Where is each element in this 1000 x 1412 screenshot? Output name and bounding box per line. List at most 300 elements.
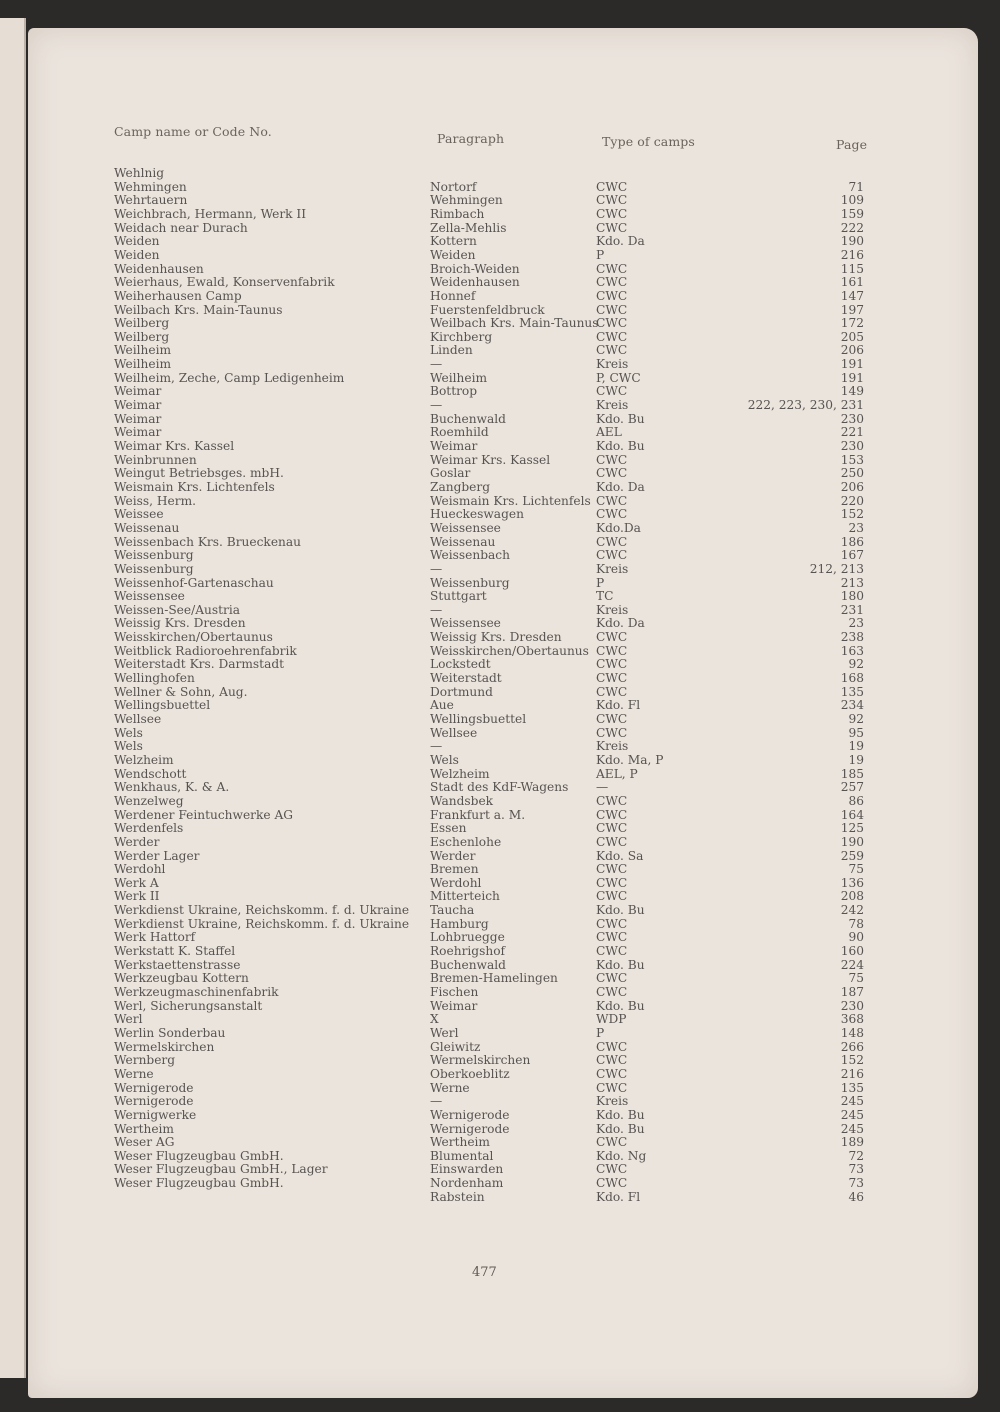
- paragraph-cell: Fuerstenfeldbruck: [430, 302, 545, 317]
- type-cell: CWC: [596, 862, 628, 877]
- paragraph-cell: Wernigerode: [430, 1121, 510, 1136]
- type-cell: —: [596, 780, 609, 795]
- page-cell: 19: [848, 739, 864, 754]
- camp-name-cell: Wernigerode: [114, 1080, 194, 1095]
- table-row: [0, 466, 1000, 480]
- type-cell: AEL, P: [596, 766, 638, 781]
- page-cell: 71: [848, 179, 864, 194]
- type-cell: Kdo. Bu: [596, 1121, 645, 1136]
- table-row: [0, 166, 1000, 180]
- type-cell: CWC: [596, 643, 628, 658]
- table-row: [0, 589, 1000, 603]
- paragraph-cell: Wermelskirchen: [430, 1053, 531, 1068]
- table-row: [0, 876, 1000, 890]
- page-cell: 189: [840, 1135, 864, 1150]
- page-cell: 161: [840, 275, 864, 290]
- paragraph-cell: Wellingsbuettel: [430, 712, 527, 726]
- type-cell: Kreis: [596, 357, 629, 372]
- page-cell: 46: [848, 1189, 864, 1204]
- camp-name-cell: Weilbach Krs. Main-Taunus: [114, 302, 283, 317]
- paragraph-cell: Roemhild: [430, 425, 489, 440]
- page-cell: 224: [840, 957, 864, 972]
- camp-name-cell: Wels: [114, 725, 143, 740]
- type-cell: CWC: [596, 1176, 628, 1191]
- paragraph-cell: Zella-Mehlis: [430, 220, 507, 235]
- paragraph-cell: Roehrigshof: [430, 944, 506, 959]
- paragraph-cell: Weissensee: [430, 616, 501, 631]
- type-cell: AEL: [596, 425, 622, 440]
- table-row: [0, 903, 1000, 917]
- page-cell: 221: [840, 425, 864, 440]
- paragraph-cell: Honnef: [430, 288, 476, 303]
- camp-name-cell: Werk II: [114, 889, 160, 904]
- page-cell: 136: [840, 875, 864, 890]
- table-row: [0, 794, 1000, 808]
- paragraph-cell: Mitterteich: [430, 889, 500, 904]
- table-row: [0, 889, 1000, 903]
- table-row: [0, 412, 1000, 426]
- camp-name-cell: Weilheim, Zeche, Camp Ledigenheim: [114, 370, 345, 385]
- table-row: [0, 398, 1000, 412]
- type-cell: CWC: [596, 985, 628, 999]
- paragraph-cell: Bremen-Hamelingen: [430, 971, 558, 986]
- camp-name-cell: Wermelskirchen: [114, 1039, 215, 1054]
- paragraph-cell: Taucha: [430, 903, 475, 918]
- page-cell: 245: [840, 1121, 864, 1136]
- table-row: [0, 849, 1000, 863]
- paragraph-cell: Blumental: [430, 1148, 494, 1163]
- camp-name-cell: Weiden: [114, 247, 160, 262]
- type-cell: Kdo. Bu: [596, 411, 645, 426]
- type-cell: CWC: [596, 630, 628, 645]
- paragraph-cell: Wandsbek: [430, 793, 494, 808]
- page-cell: 222, 223, 230, 231: [747, 398, 864, 413]
- camp-name-cell: Werk Hattorf: [114, 930, 196, 945]
- table-row: [0, 207, 1000, 221]
- type-cell: CWC: [596, 1039, 628, 1054]
- paragraph-cell: Rabstein: [430, 1189, 485, 1204]
- table-row: [0, 753, 1000, 767]
- paragraph-cell: X: [430, 1012, 439, 1027]
- table-row: [0, 248, 1000, 262]
- type-cell: Kdo. Da: [596, 616, 645, 631]
- table-row: [0, 507, 1000, 521]
- header-page: Page: [836, 137, 868, 152]
- camp-name-cell: Wels: [114, 739, 143, 754]
- type-cell: P: [596, 1025, 605, 1040]
- paragraph-cell: Dortmund: [430, 684, 493, 699]
- table-row: [0, 1040, 1000, 1054]
- page-cell: 125: [840, 821, 864, 836]
- camp-name-cell: Welzheim: [114, 752, 174, 767]
- camp-name-cell: Werl, Sicherungsanstalt: [114, 998, 263, 1013]
- camp-name-cell: Weiterstadt Krs. Darmstadt: [114, 657, 285, 672]
- paragraph-cell: —: [430, 602, 443, 617]
- table-row: [0, 1067, 1000, 1081]
- table-row: [0, 985, 1000, 999]
- table-row: [0, 384, 1000, 398]
- camp-name-cell: Werne: [114, 1066, 154, 1081]
- table-row: [0, 548, 1000, 562]
- camp-name-cell: Werdener Feintuchwerke AG: [114, 807, 293, 822]
- page-cell: 206: [840, 343, 864, 358]
- paragraph-cell: Buchenwald: [430, 411, 506, 426]
- page-cell: 230: [840, 998, 864, 1013]
- camp-name-cell: Werkdienst Ukraine, Reichskomm. f. d. Ukraine: [114, 903, 410, 918]
- type-cell: WDP: [596, 1012, 627, 1027]
- page-cell: 220: [840, 493, 864, 508]
- table-row: [0, 234, 1000, 248]
- paragraph-cell: Weissenburg: [430, 575, 510, 590]
- type-cell: CWC: [596, 302, 628, 317]
- page-cell: 135: [840, 684, 864, 699]
- paragraph-cell: Werdohl: [430, 875, 482, 890]
- type-cell: CWC: [596, 316, 628, 331]
- camp-name-cell: Wellingsbuettel: [114, 698, 211, 713]
- camp-name-cell: Wehrtauern: [114, 193, 188, 208]
- page-cell: 208: [840, 889, 864, 904]
- type-cell: CWC: [596, 193, 628, 208]
- type-cell: CWC: [596, 179, 628, 194]
- page-cell: 90: [848, 930, 864, 945]
- paragraph-cell: Stadt des KdF-Wagens: [430, 780, 569, 795]
- paragraph-cell: Wertheim: [430, 1135, 490, 1150]
- page-cell: 191: [840, 357, 864, 372]
- page-cell: 152: [840, 507, 864, 522]
- paragraph-cell: Hueckeswagen: [430, 507, 524, 522]
- page-cell: 185: [840, 766, 864, 781]
- type-cell: CWC: [596, 916, 628, 931]
- page-cell: 250: [840, 466, 864, 481]
- table-row: [0, 1135, 1000, 1149]
- table-row: [0, 521, 1000, 535]
- type-cell: CWC: [596, 452, 628, 467]
- type-cell: Kdo. Fl: [596, 1189, 641, 1204]
- paragraph-cell: Weimar: [430, 439, 478, 453]
- type-cell: Kdo. Bu: [596, 998, 645, 1013]
- camp-name-cell: Weimar: [114, 384, 162, 399]
- paragraph-cell: Aue: [430, 698, 454, 713]
- camp-name-cell: Werkzeugmaschinenfabrik: [114, 985, 279, 999]
- camp-name-cell: Weissenhof-Gartenaschau: [114, 575, 274, 590]
- type-cell: Kreis: [596, 1094, 629, 1109]
- camp-name-cell: Wertheim: [114, 1121, 174, 1136]
- page-cell: 147: [840, 288, 864, 303]
- type-cell: Kdo. Bu: [596, 439, 645, 453]
- table-row: [0, 644, 1000, 658]
- camp-name-cell: Werl: [114, 1012, 143, 1027]
- page-cell: 152: [840, 1053, 864, 1068]
- camp-name-cell: Weichbrach, Hermann, Werk II: [114, 206, 307, 221]
- camp-name-cell: Weissenburg: [114, 548, 194, 563]
- page-cell: 216: [840, 1066, 864, 1081]
- type-cell: Kdo.Da: [596, 520, 641, 535]
- page-cell: 242: [840, 903, 864, 918]
- page-cell: 259: [840, 848, 864, 863]
- table-row: [0, 357, 1000, 371]
- page-cell: 95: [848, 725, 864, 740]
- camp-name-cell: Weismain Krs. Lichtenfels: [114, 479, 275, 494]
- camp-name-cell: Weimar Krs. Kassel: [114, 439, 235, 453]
- paragraph-cell: Weidenhausen: [430, 275, 520, 290]
- paragraph-cell: Welzheim: [430, 766, 490, 781]
- page-cell: 168: [840, 671, 864, 686]
- paragraph-cell: Lockstedt: [430, 657, 491, 672]
- paragraph-cell: Buchenwald: [430, 957, 506, 972]
- table-row: [0, 958, 1000, 972]
- type-cell: CWC: [596, 275, 628, 290]
- page-cell: 115: [840, 261, 864, 276]
- camp-name-cell: Weissee: [114, 507, 164, 522]
- page-cell: 149: [840, 384, 864, 399]
- type-cell: CWC: [596, 712, 628, 726]
- paragraph-cell: Lohbruegge: [430, 930, 505, 945]
- camp-name-cell: Weierhaus, Ewald, Konservenfabrik: [114, 275, 335, 290]
- paragraph-cell: Kirchberg: [430, 329, 493, 344]
- table-row: [0, 193, 1000, 207]
- paragraph-cell: Weiterstadt: [430, 671, 502, 686]
- type-cell: CWC: [596, 1135, 628, 1150]
- page-cell: 186: [840, 534, 864, 549]
- camp-name-cell: Weilberg: [114, 329, 170, 344]
- camp-name-cell: Werkdienst Ukraine, Reichskomm. f. d. Ukraine: [114, 916, 410, 931]
- paragraph-cell: Weisskirchen/Obertaunus: [430, 643, 589, 658]
- camp-name-cell: Weilheim: [114, 357, 172, 372]
- table-row: [0, 835, 1000, 849]
- type-cell: CWC: [596, 944, 628, 959]
- table-row: [0, 1026, 1000, 1040]
- paragraph-cell: Weissenau: [430, 534, 496, 549]
- type-cell: CWC: [596, 684, 628, 699]
- paragraph-cell: Nortorf: [430, 179, 477, 194]
- table-row: [0, 1081, 1000, 1095]
- paragraph-cell: Weiden: [430, 247, 476, 262]
- camp-name-cell: Weidach near Durach: [114, 220, 248, 235]
- type-cell: CWC: [596, 889, 628, 904]
- camp-name-cell: Weser AG: [114, 1135, 175, 1150]
- table-row: [0, 1176, 1000, 1190]
- type-cell: CWC: [596, 288, 628, 303]
- table-row: [0, 262, 1000, 276]
- paragraph-cell: Goslar: [430, 466, 471, 481]
- camp-name-cell: Wernigwerke: [114, 1107, 197, 1122]
- table-row: [0, 930, 1000, 944]
- type-cell: CWC: [596, 534, 628, 549]
- type-cell: CWC: [596, 206, 628, 221]
- page-cell: 257: [840, 780, 864, 795]
- camp-name-cell: Weissenbach Krs. Brueckenau: [114, 534, 301, 549]
- table-row: [0, 821, 1000, 835]
- type-cell: CWC: [596, 657, 628, 672]
- table-row: [0, 562, 1000, 576]
- table-row: [0, 330, 1000, 344]
- table-row: [0, 1108, 1000, 1122]
- camp-name-cell: Weissen-See/Austria: [114, 602, 241, 617]
- type-cell: P: [596, 575, 605, 590]
- page-cell: 153: [840, 452, 864, 467]
- camp-name-cell: Wenkhaus, K. & A.: [114, 780, 230, 795]
- type-cell: CWC: [596, 807, 628, 822]
- page-cell: 135: [840, 1080, 864, 1095]
- paragraph-cell: Rimbach: [430, 206, 485, 221]
- type-cell: Kdo. Ng: [596, 1148, 647, 1163]
- page-cell: 222: [840, 220, 864, 235]
- page-cell: 238: [840, 630, 864, 645]
- camp-name-cell: Weissenburg: [114, 561, 194, 576]
- camp-name-cell: Weimar: [114, 398, 162, 413]
- type-cell: CWC: [596, 1162, 628, 1177]
- paragraph-cell: —: [430, 398, 443, 413]
- paragraph-cell: Fischen: [430, 985, 479, 999]
- table-row: [0, 343, 1000, 357]
- camp-name-cell: Wehmingen: [114, 179, 187, 194]
- type-cell: CWC: [596, 725, 628, 740]
- paragraph-cell: Bottrop: [430, 384, 478, 399]
- page-cell: 368: [840, 1012, 864, 1027]
- paragraph-cell: Kottern: [430, 234, 477, 249]
- page-cell: 78: [848, 916, 864, 931]
- camp-name-cell: Werk A: [114, 875, 159, 890]
- paragraph-cell: Eschenlohe: [430, 834, 502, 849]
- paragraph-cell: —: [430, 357, 443, 372]
- type-cell: CWC: [596, 507, 628, 522]
- paragraph-cell: Gleiwitz: [430, 1039, 481, 1054]
- camp-name-cell: Weser Flugzeugbau GmbH., Lager: [114, 1162, 328, 1177]
- table-row: [0, 371, 1000, 385]
- camp-name-cell: Weidenhausen: [114, 261, 204, 276]
- camp-name-cell: Wellner & Sohn, Aug.: [114, 684, 248, 699]
- paragraph-cell: Weimar Krs. Kassel: [430, 452, 551, 467]
- type-cell: CWC: [596, 875, 628, 890]
- camp-name-cell: Wehlnig: [114, 166, 165, 180]
- paragraph-cell: Werne: [430, 1080, 470, 1095]
- table-row: [0, 780, 1000, 794]
- page-cell: 109: [840, 193, 864, 208]
- type-cell: CWC: [596, 930, 628, 945]
- paragraph-cell: Wels: [430, 752, 459, 767]
- type-cell: CWC: [596, 384, 628, 399]
- table-row: [0, 685, 1000, 699]
- page-cell: 148: [840, 1025, 864, 1040]
- page-cell: 92: [848, 657, 864, 672]
- table-row: [0, 944, 1000, 958]
- page-cell: 19: [848, 752, 864, 767]
- page-cell: 159: [840, 206, 864, 221]
- table-row: [0, 657, 1000, 671]
- table-row: [0, 221, 1000, 235]
- page-cell: 180: [840, 589, 864, 604]
- type-cell: P: [596, 247, 605, 262]
- type-cell: CWC: [596, 971, 628, 986]
- camp-name-cell: Weissig Krs. Dresden: [114, 616, 246, 631]
- page-cell: 212, 213: [809, 561, 864, 576]
- table-row: [0, 862, 1000, 876]
- camp-name-cell: Werdohl: [114, 862, 166, 877]
- paragraph-cell: —: [430, 561, 443, 576]
- page-cell: 190: [840, 834, 864, 849]
- type-cell: CWC: [596, 1053, 628, 1068]
- page-cell: 92: [848, 712, 864, 726]
- type-cell: CWC: [596, 466, 628, 481]
- page-cell: 245: [840, 1107, 864, 1122]
- paragraph-cell: Weimar: [430, 998, 478, 1013]
- camp-name-cell: Werdenfels: [114, 821, 184, 836]
- table-row: [0, 425, 1000, 439]
- type-cell: CWC: [596, 671, 628, 686]
- page-cell: 266: [840, 1039, 864, 1054]
- camp-name-cell: Wellinghofen: [114, 671, 195, 686]
- camp-name-cell: Weiden: [114, 234, 160, 249]
- page-cell: 167: [840, 548, 864, 563]
- header-paragraph: Paragraph: [437, 131, 505, 146]
- paragraph-cell: Linden: [430, 343, 473, 358]
- table-row: [0, 971, 1000, 985]
- type-cell: Kdo. Da: [596, 234, 645, 249]
- paragraph-cell: Weissenbach: [430, 548, 510, 563]
- table-row: [0, 603, 1000, 617]
- camp-name-cell: Weilberg: [114, 316, 170, 331]
- page-cell: 230: [840, 411, 864, 426]
- type-cell: CWC: [596, 548, 628, 563]
- paragraph-cell: Einswarden: [430, 1162, 504, 1177]
- page-cell: 23: [848, 616, 864, 631]
- paragraph-cell: Wehmingen: [430, 193, 503, 208]
- table-row: [0, 439, 1000, 453]
- camp-name-cell: Wernigerode: [114, 1094, 194, 1109]
- page-cell: 206: [840, 479, 864, 494]
- type-cell: TC: [596, 589, 614, 604]
- page-cell: 234: [840, 698, 864, 713]
- table-row: [0, 1012, 1000, 1026]
- type-cell: Kreis: [596, 398, 629, 413]
- table-row: [0, 999, 1000, 1013]
- type-cell: CWC: [596, 343, 628, 358]
- type-cell: Kdo. Da: [596, 479, 645, 494]
- paragraph-cell: Werl: [430, 1025, 459, 1040]
- table-row: [0, 303, 1000, 317]
- paragraph-cell: —: [430, 1094, 443, 1109]
- camp-name-cell: Wellsee: [114, 712, 162, 726]
- table-row: [0, 712, 1000, 726]
- table-row: [0, 671, 1000, 685]
- camp-name-cell: Werkstatt K. Staffel: [114, 944, 236, 959]
- table-row: [0, 1149, 1000, 1163]
- table-row: [0, 767, 1000, 781]
- camp-name-cell: Weimar: [114, 411, 162, 426]
- table-row: [0, 576, 1000, 590]
- table-row: [0, 616, 1000, 630]
- camp-name-cell: Weissensee: [114, 589, 185, 604]
- table-row: [0, 739, 1000, 753]
- header-type-of-camps: Type of camps: [602, 134, 695, 149]
- camp-name-cell: Wendschott: [114, 766, 187, 781]
- table-row: [0, 1053, 1000, 1067]
- type-cell: Kdo. Fl: [596, 698, 641, 713]
- page-cell: 230: [840, 439, 864, 453]
- camp-name-cell: Weissenau: [114, 520, 180, 535]
- camp-name-cell: Weiherhausen Camp: [114, 288, 242, 303]
- camp-name-cell: Weingut Betriebsges. mbH.: [114, 466, 284, 481]
- camp-name-cell: Weinbrunnen: [114, 452, 197, 467]
- paragraph-cell: Weissig Krs. Dresden: [430, 630, 562, 645]
- paragraph-cell: Broich-Weiden: [430, 261, 520, 276]
- paragraph-cell: Wernigerode: [430, 1107, 510, 1122]
- type-cell: CWC: [596, 493, 628, 508]
- page-cell: 187: [840, 985, 864, 999]
- camp-name-cell: Weser Flugzeugbau GmbH.: [114, 1148, 284, 1163]
- table-row: [0, 1094, 1000, 1108]
- header-camp-name: Camp name or Code No.: [114, 124, 272, 139]
